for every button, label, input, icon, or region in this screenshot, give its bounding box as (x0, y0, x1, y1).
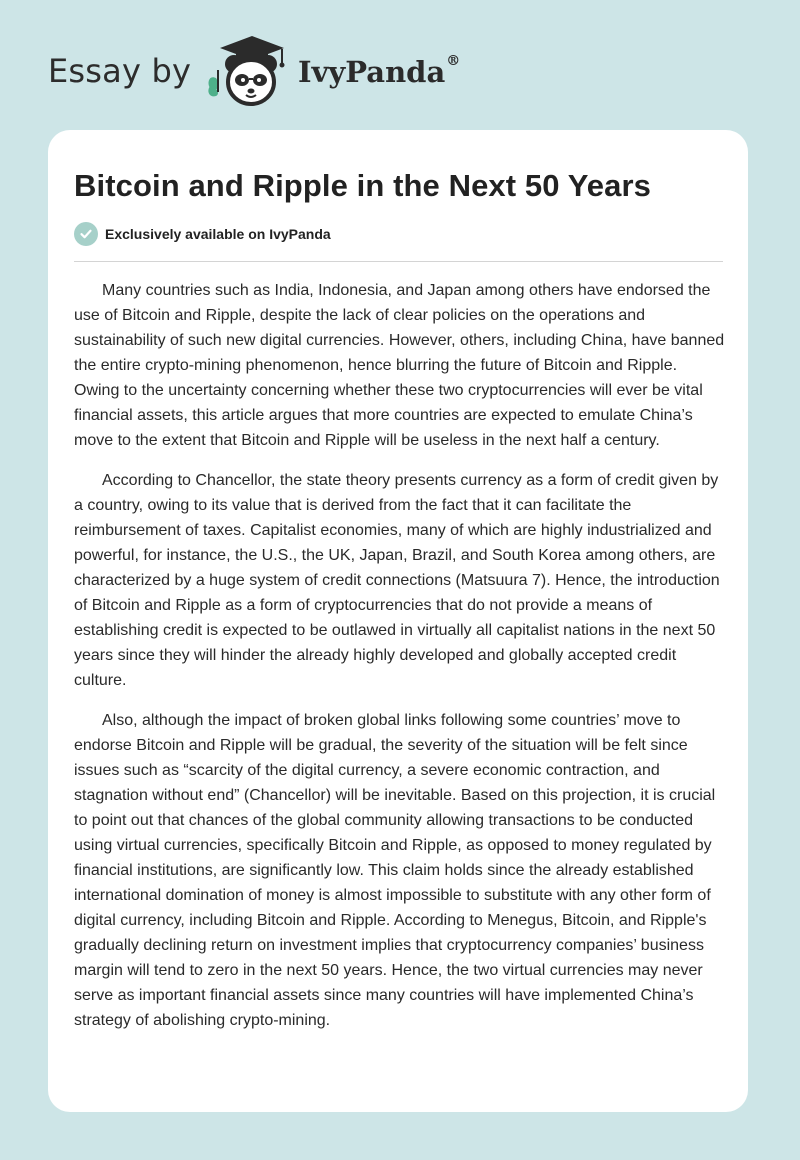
exclusive-badge-label: Exclusively available on IvyPanda (105, 226, 331, 242)
exclusive-badge (74, 222, 331, 246)
essay-card (48, 130, 748, 1112)
brand-name[interactable] (298, 55, 460, 89)
brand-text: IvyPanda (298, 55, 446, 89)
registered-mark: ® (446, 53, 461, 70)
check-circle-icon (74, 222, 98, 246)
paragraph: Many countries such as India, Indonesia, and Japan among others have endorsed the use of Bitcoin and Ripple, despite the lack of clear policies on the operations and sustainability of such new digital currencies. However, others, including China, have banned the entire crypto-mining phenomenon, hence blurring the future of Bitcoin and Ripple. Owing to the uncertainty concerning whether these two cryptocurrencies will ever be vital financial assets, this article argues that more countries are expected to emulate China’s move to the extent that Bitcoin and Ripple will be useless in the next half a century. (74, 282, 725, 449)
essay-by-label: Essay by (48, 52, 192, 90)
panda-graduate-icon[interactable] (202, 34, 292, 110)
site-header (48, 34, 508, 114)
page-title: Bitcoin and Ripple in the Next 50 Years (74, 168, 651, 203)
essay-body (74, 278, 726, 1048)
title-divider (74, 261, 723, 262)
paragraph: Also, although the impact of broken global links following some countries’ move to endorse Bitcoin and Ripple will be gradual, the severity of the situation will be felt since issues such as “scarcity of the digital currency, a severe economic contraction, and stagnation without end” (Chancellor) will be inevitable. Based on this projection, it is crucial to point out that chances of the global community allowing transactions to be conducted using virtual currencies, specifically Bitcoin and Ripple, as opposed to money regulated by financial institutions, are significantly low. This claim holds since the already established international domination of money is almost impossible to substitute with any other form of digital currency, including Bitcoin and Ripple. According to Menegus, Bitcoin, and Ripple's gradually declining return on investment implies that cryptocurrency companies’ business margin will tend to zero in the next 50 years. Hence, the two virtual currencies may never serve as important financial assets since many countries will have implemented China’s strategy of abolishing crypto-mining. (74, 712, 716, 1029)
paragraph: According to Chancellor, the state theory presents currency as a form of credit given by a country, owing to its value that is derived from the fact that it can facilitate the reimbursement of taxes. Capitalist economies, many of which are highly industrialized and powerful, for instance, the U.S., the UK, Japan, Brazil, and South Korea among others, are characterized by a huge system of credit connections (Matsuura 7). Hence, the introduction of Bitcoin and Ripple as a form of cryptocurrencies that do not provide a means of establishing credit is expected to be outlawed in virtually all capitalist nations in the next 50 years since they will hinder the already highly developed and globally accepted credit culture. (74, 472, 720, 689)
